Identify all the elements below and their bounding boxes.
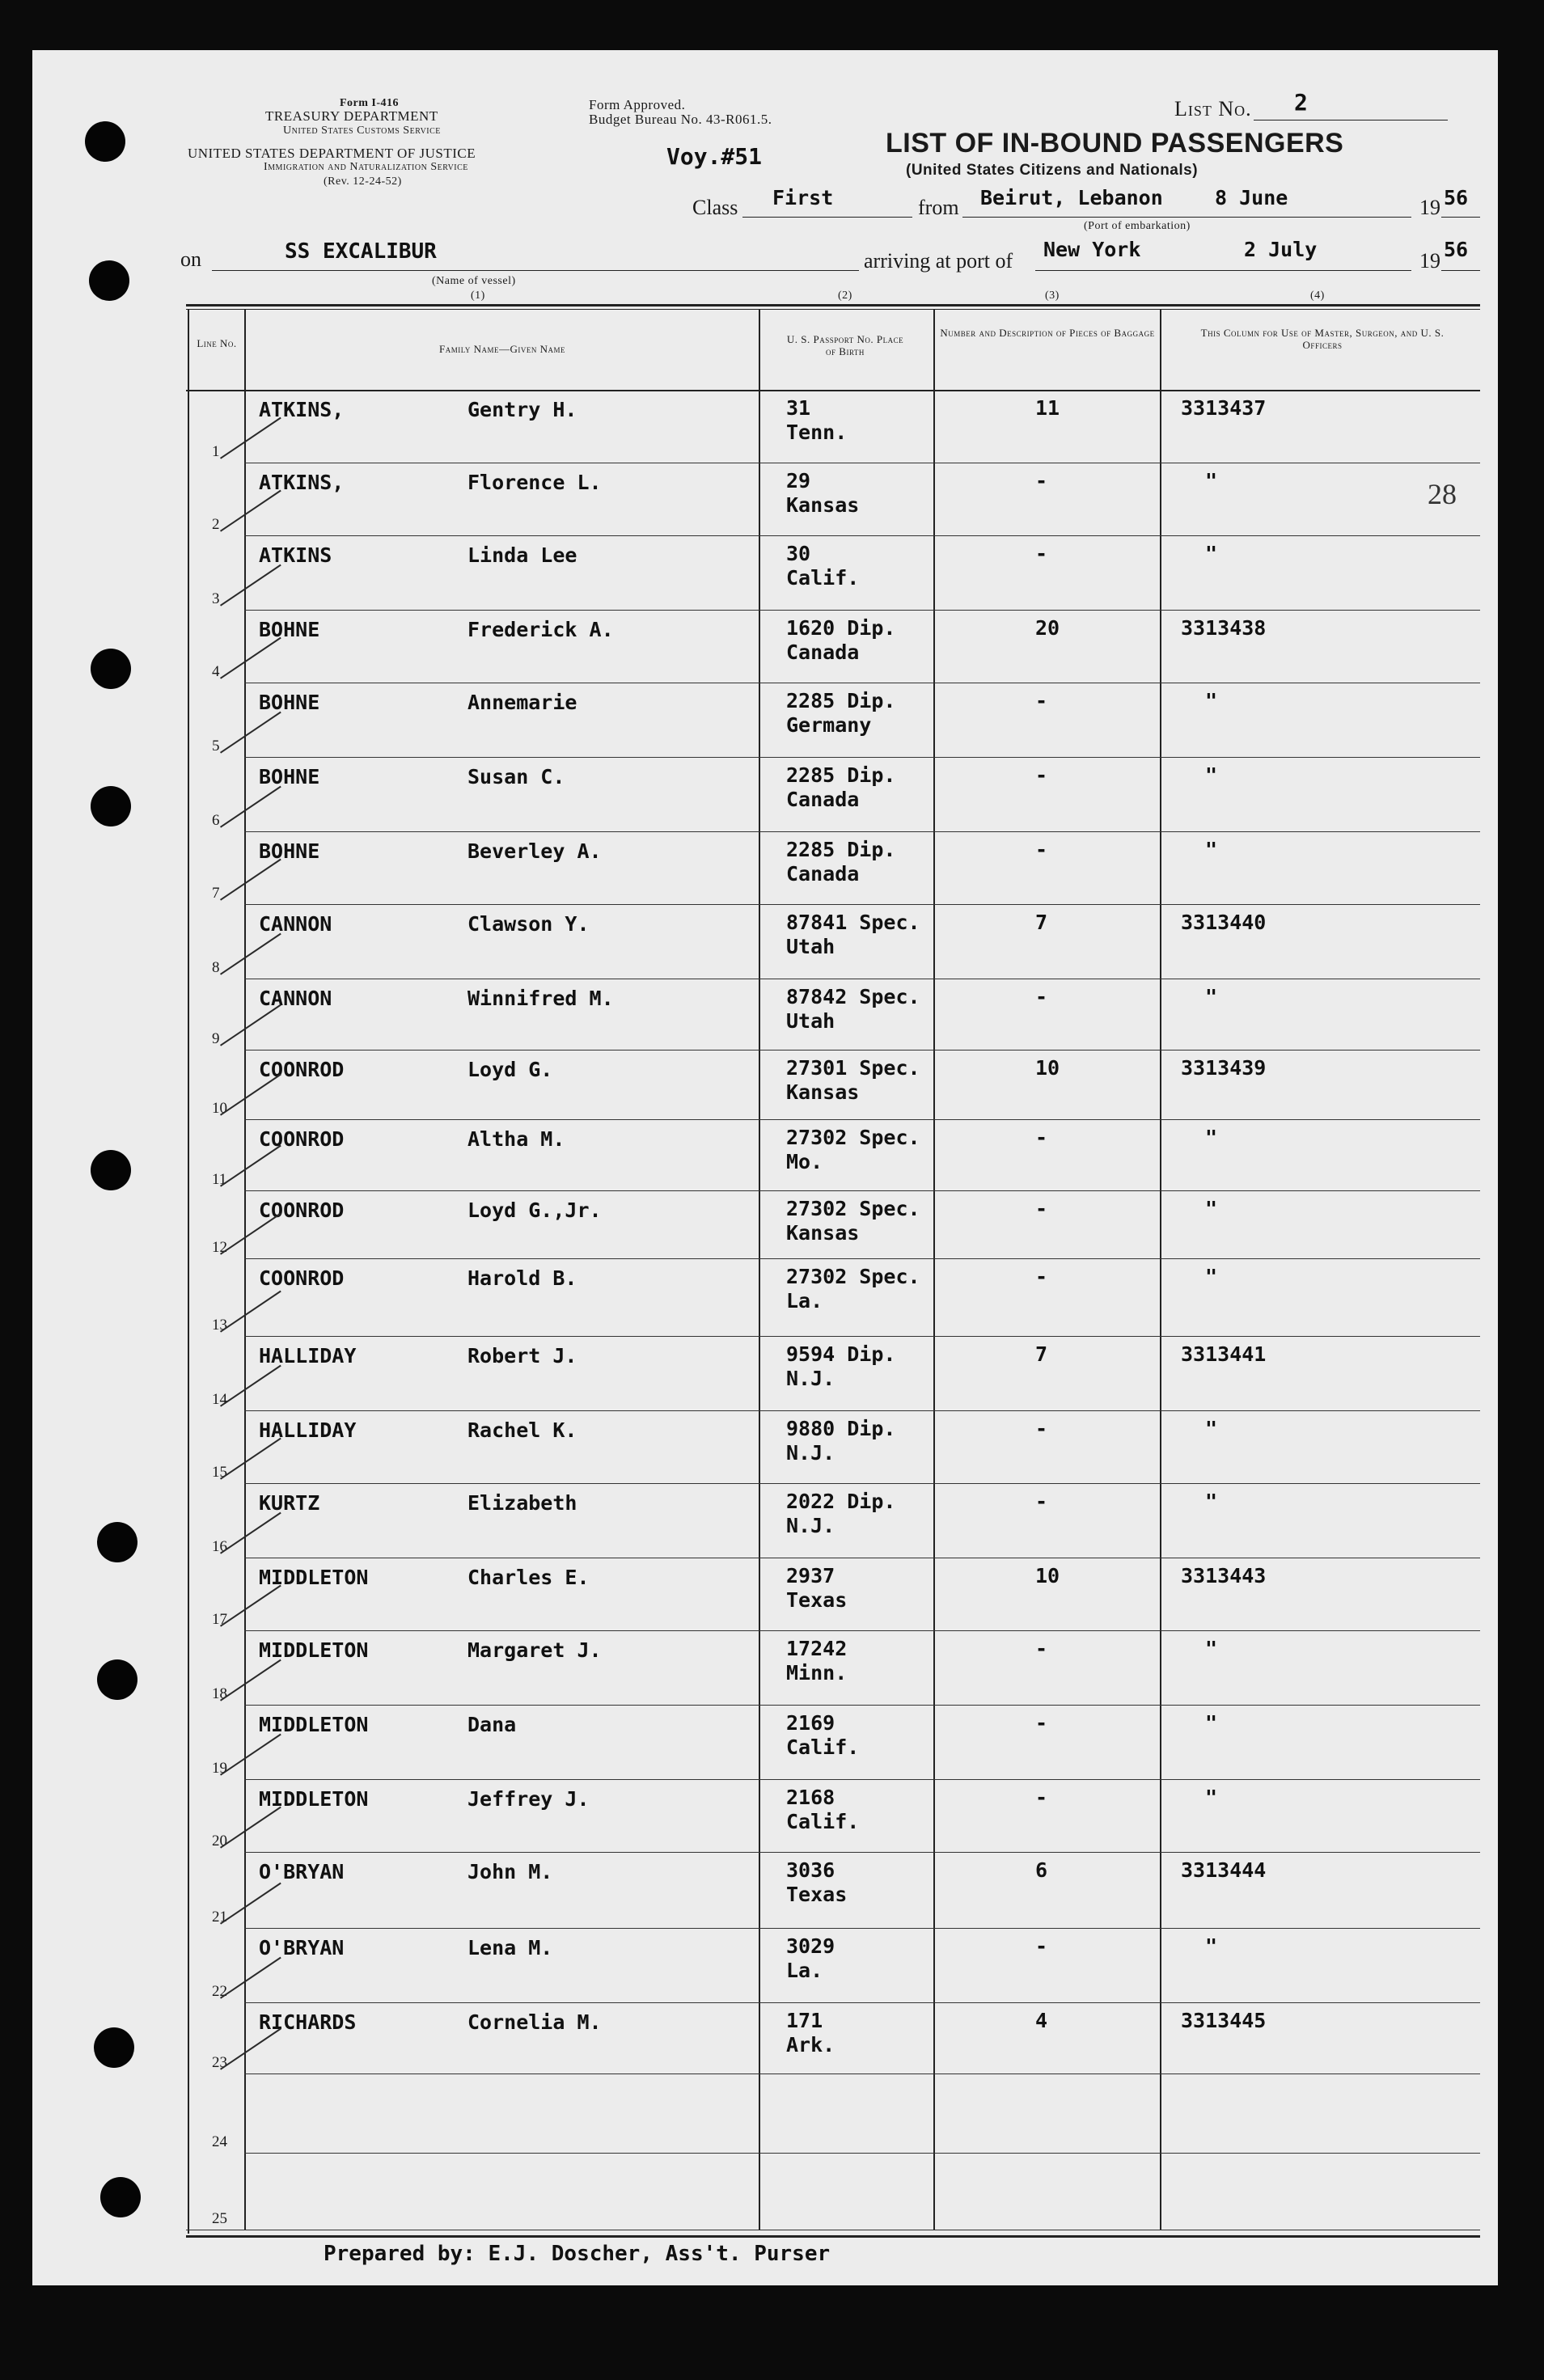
arrival-year-prefix: 19 [1419,249,1440,273]
manifest-sheet [32,50,1498,2285]
place-of-birth: Calif. [786,1735,860,1759]
baggage-count: - [1035,542,1048,565]
column-number-4: (4) [1310,290,1325,302]
given-name: Beverley A. [467,839,602,863]
given-name: Susan C. [467,765,565,788]
officer-entry: " [1205,1711,1218,1735]
check-mark [220,712,281,754]
baggage-count: - [1035,763,1048,787]
check-mark [220,1145,281,1187]
baggage-count: 4 [1035,2009,1048,2032]
line-number: 25 [212,2210,227,2227]
check-mark [220,933,281,975]
family-name: COONROD [259,1198,345,1222]
given-name: Elizabeth [467,1491,577,1515]
line-number: 15 [212,1464,227,1481]
passport-number: 3036 [786,1858,835,1882]
line-number: 14 [212,1391,227,1408]
given-name: Harold B. [467,1266,577,1290]
voyage-number: Voy.#51 [666,143,763,170]
given-name: Cornelia M. [467,2010,602,2034]
given-name: Jeffrey J. [467,1787,590,1811]
place-of-birth: La. [786,1289,823,1313]
place-of-birth: N.J. [786,1441,835,1465]
line-number: 10 [212,1100,227,1117]
check-mark [220,2028,281,2070]
officer-entry: 3313445 [1181,2009,1267,2032]
place-of-birth: Kansas [786,1221,860,1245]
line-number: 21 [212,1909,227,1926]
baggage-count: - [1035,469,1048,492]
line-number: 22 [212,1983,227,2000]
family-name: COONROD [259,1266,345,1290]
check-mark [220,1365,281,1407]
line-number: 9 [212,1030,220,1047]
family-name: ATKINS, [259,471,345,494]
place-of-birth: Texas [786,1883,848,1906]
check-mark [220,1291,281,1333]
family-name: O'BRYAN [259,1860,345,1883]
family-name: ATKINS [259,543,332,567]
given-name: Rachel K. [467,1418,577,1442]
punch-hole [85,121,125,162]
baggage-count: - [1035,1786,1048,1809]
line-number: 12 [212,1239,227,1256]
document-subtitle: (United States Citizens and Nationals) [906,162,1199,179]
officer-entry: 3313439 [1181,1056,1267,1080]
given-name: Florence L. [467,471,602,494]
baggage-count: - [1035,1265,1048,1288]
baggage-count: 11 [1035,396,1060,420]
family-name: COONROD [259,1058,345,1081]
family-name: MIDDLETON [259,1713,369,1736]
given-name: Gentry H. [467,398,577,421]
family-name: MIDDLETON [259,1638,369,1662]
officer-entry: " [1205,838,1218,861]
header-line-no: Line No. [197,337,237,349]
family-name: KURTZ [259,1491,320,1515]
arriving-label: arriving at port of [864,249,1013,273]
family-name: HALLIDAY [259,1344,357,1368]
family-name: O'BRYAN [259,1936,345,1959]
immigration-service: Immigration and Naturalization Service [264,161,468,173]
line-number: 1 [212,443,220,460]
officer-entry: 3313441 [1181,1342,1267,1366]
given-name: Clawson Y. [467,912,590,936]
baggage-count: - [1035,1197,1048,1220]
embarkation-year-prefix: 19 [1419,196,1440,219]
punch-hole [100,2177,141,2217]
embarkation-date: 8 June [1215,186,1288,209]
officer-entry: 3313443 [1181,1564,1267,1587]
document-title: LIST OF IN-BOUND PASSENGERS [886,128,1344,159]
baggage-count: - [1035,1711,1048,1735]
family-name: MIDDLETON [259,1787,369,1811]
check-mark [220,564,281,607]
from-label: from [918,196,959,219]
check-mark [220,1659,281,1702]
officer-entry: " [1205,763,1218,787]
line-number: 4 [212,663,220,680]
justice-department: UNITED STATES DEPARTMENT OF JUSTICE [188,146,476,161]
baggage-count: - [1035,1126,1048,1149]
punch-hole [97,1522,137,1562]
place-of-birth: Tenn. [786,421,848,444]
baggage-count: 10 [1035,1564,1060,1587]
place-of-birth: Utah [786,1009,835,1033]
line-number: 17 [212,1611,227,1628]
port-of-embarkation-caption: (Port of embarkation) [1084,220,1191,232]
given-name: Frederick A. [467,618,614,641]
passport-number: 2169 [786,1711,835,1735]
officer-entry: " [1205,1265,1218,1288]
line-number: 16 [212,1538,227,1555]
passport-number: 9594 Dip. [786,1342,896,1366]
line-number: 5 [212,738,220,755]
check-mark [220,637,281,679]
punch-hole [91,1150,131,1190]
passport-number: 27302 Spec. [786,1265,920,1288]
officer-entry: " [1205,1417,1218,1440]
punch-hole [91,649,131,689]
baggage-count: 7 [1035,911,1048,934]
check-mark [220,1213,281,1255]
given-name: Charles E. [467,1566,590,1589]
on-label: on [180,247,201,271]
place-of-birth: La. [786,1959,823,1982]
family-name: CANNON [259,987,332,1010]
place-of-birth: Kansas [786,1080,860,1104]
column-number-1: (1) [471,290,485,302]
officer-entry: 3313440 [1181,911,1267,934]
baggage-count: 10 [1035,1056,1060,1080]
baggage-count: - [1035,1637,1048,1660]
line-number: 6 [212,812,220,829]
family-name: BOHNE [259,618,320,641]
passport-number: 27301 Spec. [786,1056,920,1080]
class-label: Class [692,196,738,219]
line-number: 24 [212,2133,227,2150]
officer-entry: " [1205,1197,1218,1220]
customs-service: United States Customs Service [283,125,441,137]
given-name: John M. [467,1860,553,1883]
officer-entry: " [1205,1637,1218,1660]
baggage-count: - [1035,838,1048,861]
officer-entry: " [1205,1934,1218,1958]
family-name: RICHARDS [259,2010,357,2034]
officer-entry: 3313444 [1181,1858,1267,1882]
passport-number: 31 [786,396,811,420]
given-name: Lena M. [467,1936,553,1959]
budget-bureau-no: Budget Bureau No. 43-R061.5. [589,112,772,127]
place-of-birth: Germany [786,713,872,737]
line-number: 7 [212,885,220,902]
check-mark [220,1074,281,1116]
arrival-year: 56 [1444,238,1469,261]
punch-hole [89,260,129,301]
line-number: 11 [212,1171,227,1188]
check-mark [220,859,281,901]
header-passport: U. S. Passport No. Place of Birth [786,333,904,357]
check-mark [220,1438,281,1480]
baggage-count: 7 [1035,1342,1048,1366]
baggage-count: 20 [1035,616,1060,640]
form-approved: Form Approved. [589,97,686,112]
punch-hole [94,2027,134,2068]
family-name: COONROD [259,1127,345,1151]
place-of-birth: N.J. [786,1514,835,1537]
form-number: Form I-416 [340,97,400,109]
baggage-count: - [1035,985,1048,1008]
passport-number: 27302 Spec. [786,1197,920,1220]
place-of-birth: Canada [786,862,860,886]
officer-entry: " [1205,1490,1218,1513]
passport-number: 2022 Dip. [786,1490,896,1513]
officer-entry: " [1205,1126,1218,1149]
header-baggage: Number and Description of Pieces of Baggage [940,327,1155,339]
place-of-birth: Canada [786,640,860,664]
officer-entry: " [1205,1786,1218,1809]
check-mark [220,1883,281,1925]
check-mark [220,786,281,828]
place-of-birth: Texas [786,1588,848,1612]
list-no-value: 2 [1294,89,1308,116]
passport-number: 1620 Dip. [786,616,896,640]
check-mark [220,1004,281,1046]
baggage-count: 6 [1035,1858,1048,1882]
check-mark [220,1734,281,1776]
officer-entry: " [1205,469,1218,492]
passport-number: 29 [786,469,811,492]
check-mark [220,1957,281,1999]
officer-entry: " [1205,689,1218,712]
officer-entry: 3313438 [1181,616,1267,640]
page-mark: 28 [1428,478,1457,510]
given-name: Robert J. [467,1344,577,1368]
arrival-date: 2 July [1244,238,1318,261]
passport-number: 9880 Dip. [786,1417,896,1440]
baggage-count: - [1035,1934,1048,1958]
line-number: 8 [212,959,220,976]
passport-number: 2285 Dip. [786,838,896,861]
place-of-birth: Utah [786,935,835,958]
given-name: Winnifred M. [467,987,614,1010]
family-name: HALLIDAY [259,1418,357,1442]
check-mark [220,1512,281,1554]
family-name: ATKINS, [259,398,345,421]
family-name: BOHNE [259,839,320,863]
baggage-count: - [1035,1490,1048,1513]
line-number: 20 [212,1833,227,1849]
check-mark [220,1807,281,1849]
baggage-count: - [1035,689,1048,712]
passport-number: 2285 Dip. [786,763,896,787]
prepared-by: Prepared by: E.J. Doscher, Ass't. Purser [324,2242,831,2266]
passport-number: 3029 [786,1934,835,1958]
place-of-birth: Calif. [786,1810,860,1833]
given-name: Dana [467,1713,517,1736]
vessel-caption: (Name of vessel) [432,275,516,287]
line-number: 3 [212,590,220,607]
punch-hole [97,1659,137,1700]
family-name: CANNON [259,912,332,936]
place-of-birth: Ark. [786,2033,835,2057]
place-of-birth: Mo. [786,1150,823,1173]
header-officers: This Column for Use of Master, Surgeon, and U. S. Officers [1200,327,1445,351]
passport-number: 30 [786,542,811,565]
given-name: Margaret J. [467,1638,602,1662]
family-name: MIDDLETON [259,1566,369,1589]
officer-entry: 3313437 [1181,396,1267,420]
embarkation-year: 56 [1444,186,1469,209]
treasury-department: TREASURY DEPARTMENT [265,108,438,124]
passport-number: 2937 [786,1564,835,1587]
passport-number: 27302 Spec. [786,1126,920,1149]
class-value: First [772,186,834,209]
line-number: 23 [212,2054,227,2071]
officer-entry: " [1205,985,1218,1008]
given-name: Linda Lee [467,543,577,567]
given-name: Loyd G.,Jr. [467,1198,602,1222]
column-number-3: (3) [1045,290,1060,302]
vessel-name: SS EXCALIBUR [285,239,437,264]
baggage-count: - [1035,1417,1048,1440]
passport-number: 17242 [786,1637,848,1660]
passport-number: 87841 Spec. [786,911,920,934]
passport-number: 171 [786,2009,823,2032]
family-name: BOHNE [259,691,320,714]
check-mark [220,417,281,459]
place-of-birth: N.J. [786,1367,835,1390]
line-number: 19 [212,1760,227,1777]
place-of-birth: Kansas [786,493,860,517]
officer-entry: " [1205,542,1218,565]
place-of-birth: Minn. [786,1661,848,1685]
given-name: Loyd G. [467,1058,553,1081]
check-mark [220,1585,281,1627]
list-no-label: List No. [1174,97,1252,120]
place-of-birth: Canada [786,788,860,811]
given-name: Altha M. [467,1127,565,1151]
place-of-birth: Calif. [786,566,860,590]
family-name: BOHNE [259,765,320,788]
header-name: Family Name—Given Name [439,343,565,355]
line-number: 13 [212,1317,227,1334]
column-number-2: (2) [838,290,852,302]
punch-hole [91,786,131,826]
revision-date: (Rev. 12-24-52) [324,175,402,188]
passport-number: 2168 [786,1786,835,1809]
line-number: 2 [212,516,220,533]
given-name: Annemarie [467,691,577,714]
embarkation-port: Beirut, Lebanon [980,186,1163,209]
arrival-port: New York [1043,238,1141,261]
check-mark [220,490,281,532]
passport-number: 2285 Dip. [786,689,896,712]
line-number: 18 [212,1685,227,1702]
passport-number: 87842 Spec. [786,985,920,1008]
